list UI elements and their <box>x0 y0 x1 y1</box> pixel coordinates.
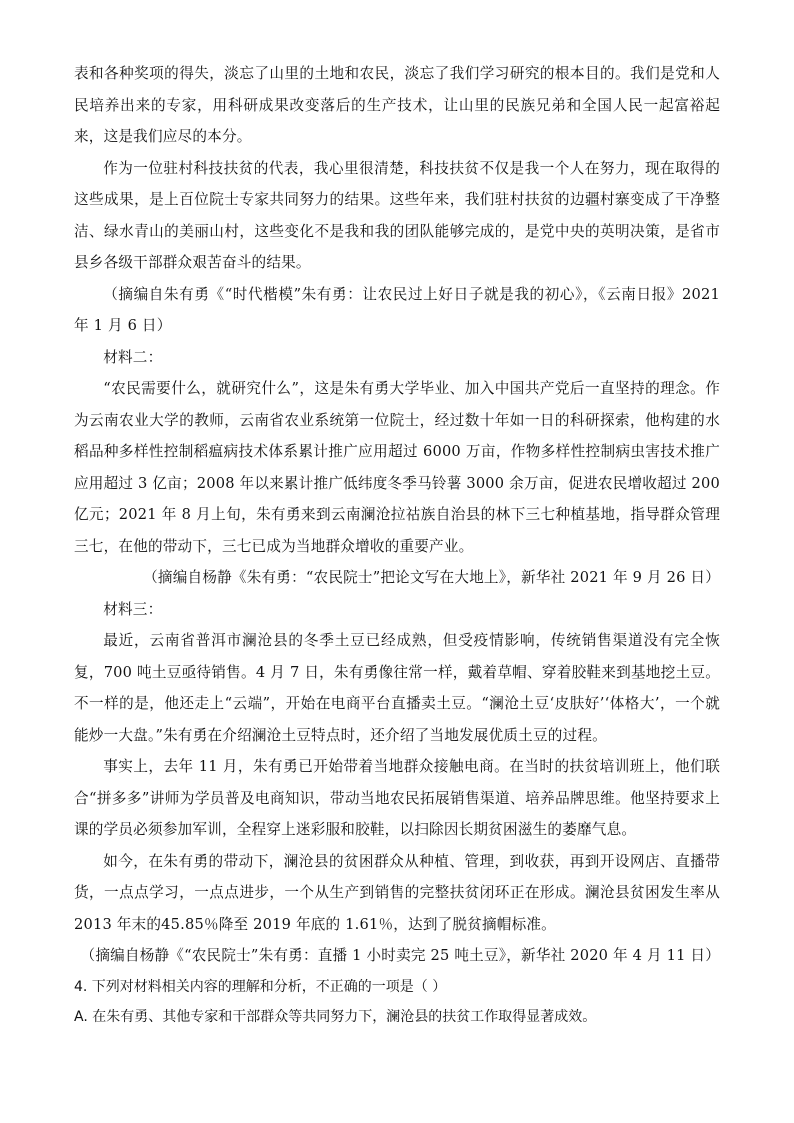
paragraph-3: “农民需要什么，就研究什么”，这是朱有勇大学毕业、加入中国共产党后一直坚持的理念。作为云南农业大学的教师，云南省农业系统第一位院士，经过数十年如一日的科研探索，他构建的水稻品种多样性控制稻瘟病技术体系累计推广应用超过 6000 万亩，作物多样性控制病虫害技术推广应用超过 3 亿亩；2008 年以来累计推广低纬度冬季马铃薯 3000 余万亩，促进农民增收超过 200 亿元；2021 年 8 月上旬，朱有勇来到云南澜沧拉祜族自治县的林下三七种植基地，指导群众管理三七，在他的带动下，三七已成为当地群众增收的重要产业。 <box>74 380 720 555</box>
paragraph-4: 最近，云南省普洱市澜沧县的冬季土豆已经成熟，但受疫情影响，传统销售渠道没有完全恢复，700 吨土豆亟待销售。4 月 7 日，朱有勇像往常一样，戴着草帽、穿着胶鞋来到基地挖土豆。不一样的是，他还走上“云端”，开始在电商平台直播卖土豆。“澜沧土豆‘皮肤好’‘体格大’，一个就能炒一大盘。”朱有勇在介绍澜沧土豆特点时，还介绍了当地发展优质土豆的过程。 <box>74 632 720 744</box>
paragraph-5: 事实上，去年 11 月，朱有勇已开始带着当地群众接触电商。在当时的扶贫培训班上，他们联合“拼多多”讲师为学员普及电商知识，带动当地农民拓展销售渠道、培养品牌思维。他坚持要求上课的学员必须参加军训，全程穿上迷彩服和胶鞋，以扫除因长期贫困滋生的萎靡气息。 <box>74 758 720 838</box>
option-a: A. 在朱有勇、其他专家和干部群众等共同努力下，澜沧县的扶贫工作取得显著成效。 <box>74 1008 597 1025</box>
paragraph-6: 如今，在朱有勇的带动下，澜沧县的贫困群众从种植、管理，到收获，再到开设网店、直播带货，一点点学习，一点点进步，一个从生产到销售的完整扶贫闭环正在形成。澜沧县贫困发生率从 2013 年末的45.85％降至 2019 年底的 1.61％，达到了脱贫摘帽标准。 <box>74 852 720 933</box>
source-citation-1: （摘编自朱有勇《“时代楷模”朱有勇：让农民过上好日子就是我的初心》，《云南日报》2021 年 1 月 6 日） <box>74 285 720 334</box>
paragraph-2: 作为一位驻村科技扶贫的代表，我心里很清楚，科技扶贫不仅是我一个人在努力，现在取得的这些成果，是上百位院士专家共同努力的结果。这些年来，我们驻村扶贫的边疆村寨变成了干净整洁、绿水青山的美丽山村，这些变化不是我和我的团队能够完成的，是党中央的英明决策，是省市县乡各级干部群众艰苦奋斗的结果。 <box>74 159 720 271</box>
material-two-heading: 材料二： <box>103 348 163 366</box>
source-citation-2: （摘编自杨静《朱有勇：“农民院士”把论文写在大地上》，新华社 2021 年 9 月 26 日） <box>143 569 720 586</box>
paragraph-1: 表和各种奖项的得失，淡忘了山里的土地和农民，淡忘了我们学习研究的根本目的。我们是党和人民培养出来的专家，用科研成果改变落后的生产技术，让山里的民族兄弟和全国人民一起富裕起来，这是我们应尽的本分。 <box>74 65 720 145</box>
document-page <box>74 58 720 1032</box>
material-three-heading: 材料三： <box>103 600 163 618</box>
question-stem: 4. 下列对材料相关内容的理解和分析，不正确的一项是（ ） <box>74 978 447 995</box>
source-citation-3: （摘编自杨静《“农民院士”朱有勇：直播 1 小时卖完 25 吨土豆》，新华社 2020 年 4 月 11 日） <box>80 947 720 964</box>
